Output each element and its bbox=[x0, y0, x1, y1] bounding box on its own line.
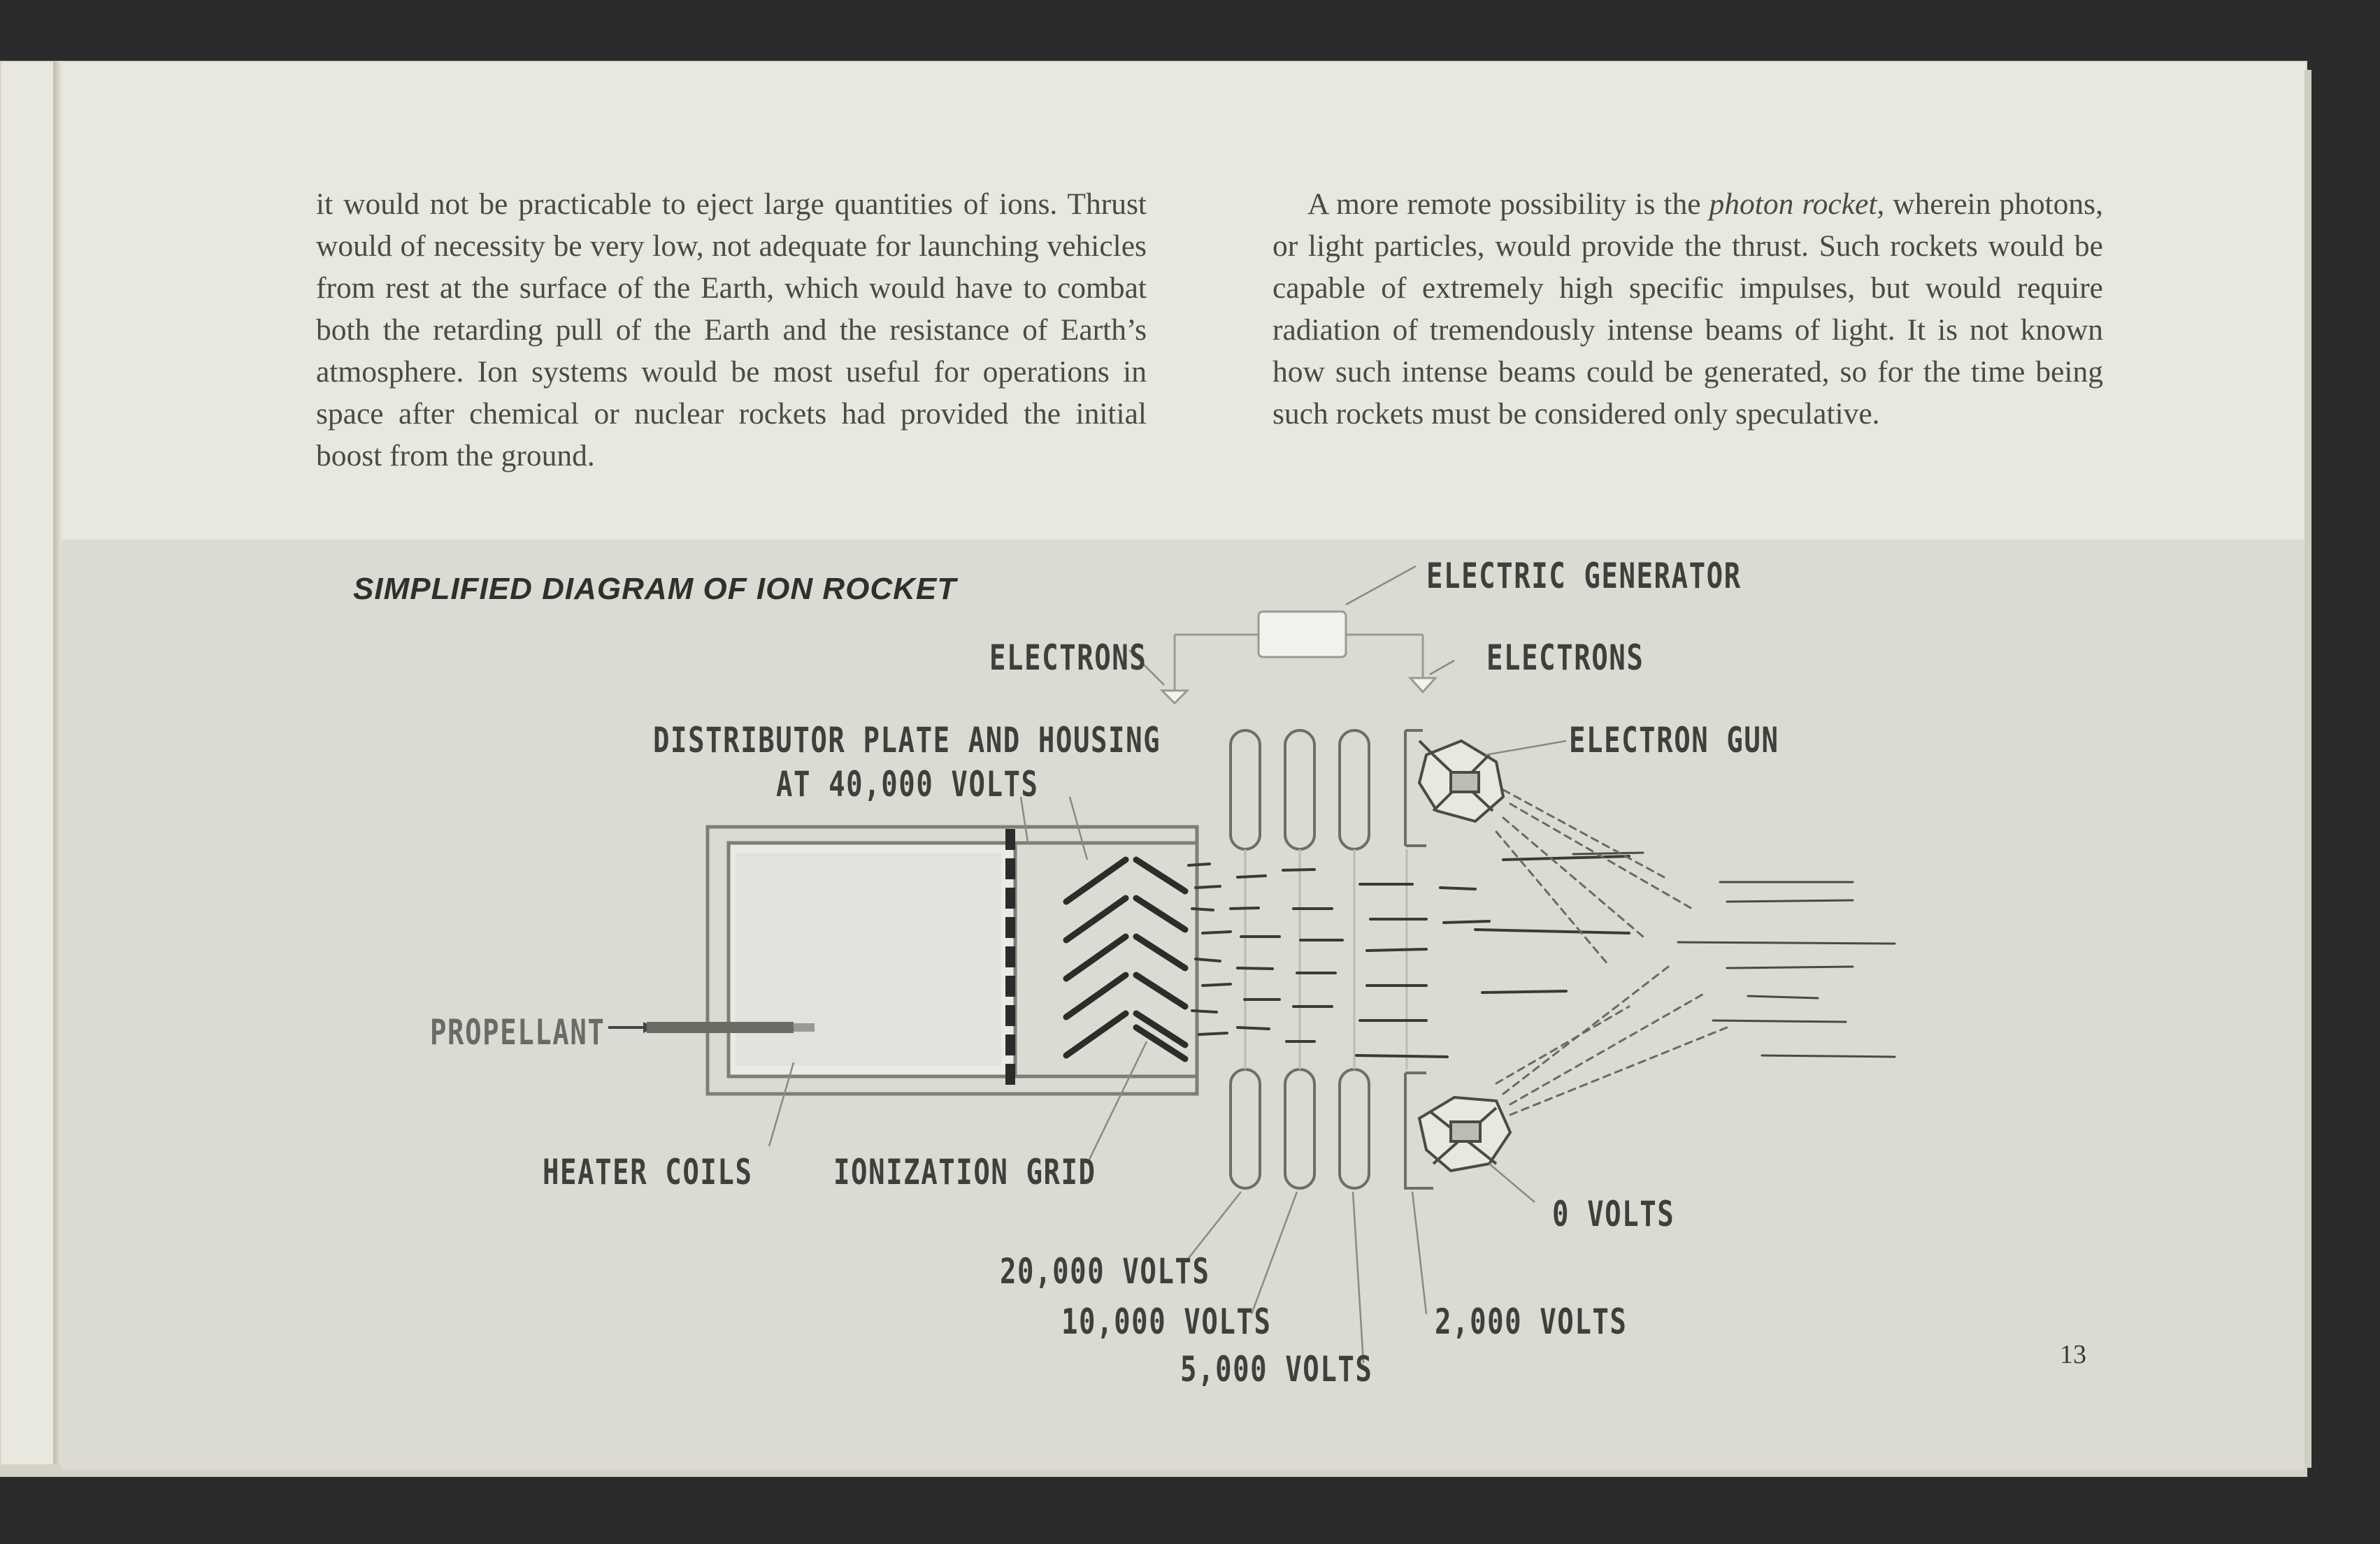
electrode-20000-bottom bbox=[1231, 1069, 1260, 1188]
heater-coils-label: HEATER COILS bbox=[543, 1152, 753, 1192]
ion-stream bbox=[1189, 856, 1629, 1057]
electron-gun-bottom-icon bbox=[1419, 1097, 1510, 1171]
electric-generator-icon bbox=[1162, 612, 1435, 703]
leader-5000 bbox=[1353, 1192, 1363, 1363]
distributor-plates bbox=[1066, 860, 1185, 1059]
zero-volts-label: 0 VOLTS bbox=[1552, 1194, 1675, 1234]
diagram-title: SIMPLIFIED DIAGRAM OF ION ROCKET bbox=[353, 572, 957, 606]
right-paragraph-end: wherein photons, or light particles, would provide the thrust. Such rockets would be capable of extremely high specific impulses, but would require radiation of tremendously intense beams of light. It is not known how such intense beams could be generated, so for the time being such rockets must be considered only speculative. bbox=[1273, 187, 2103, 431]
ionization-grid-label: IONIZATION GRID bbox=[833, 1152, 1096, 1192]
electrons-right-label: ELECTRONS bbox=[1486, 637, 1644, 678]
leader-2000 bbox=[1412, 1192, 1426, 1314]
generator-body bbox=[1259, 612, 1346, 657]
propellant-label: PROPELLANT bbox=[430, 1012, 605, 1053]
electrons-left-label: ELECTRONS bbox=[989, 637, 1147, 678]
electrode-10000-top bbox=[1285, 730, 1314, 849]
photon-rocket-term: photon rocket, bbox=[1709, 187, 1885, 221]
volts-5000-label: 5,000 VOLTS bbox=[1180, 1349, 1373, 1390]
leader-electrons-right bbox=[1430, 661, 1454, 674]
distributor-label-line2: AT 40,000 VOLTS bbox=[776, 764, 1039, 805]
leader-10000 bbox=[1252, 1192, 1297, 1314]
electron-spray bbox=[1496, 790, 1727, 1115]
chamber-shade bbox=[736, 853, 1001, 1066]
volts-20000-label: 20,000 VOLTS bbox=[1000, 1251, 1210, 1292]
left-paragraph: it would not be practicable to eject large quantities of ions. Thrust would of necessity be very low, not adequate for launching vehicles from rest at the surface of the Earth, which would have to combat both the retarding pull of the Earth and the resistance of Earth’s atmosphere. Ion systems would be most useful for operations in space after chemical or nuclear rockets had provided the initial boost from the ground. bbox=[316, 187, 1147, 472]
right-paragraph-start: A more remote possibility is the bbox=[1307, 187, 1709, 221]
distributor-label-line1: DISTRIBUTOR PLATE AND HOUSING bbox=[653, 720, 1161, 760]
leader-electron-gun bbox=[1486, 741, 1566, 755]
propellant-arrow-icon bbox=[608, 1022, 815, 1033]
leader-zero-volts bbox=[1489, 1164, 1535, 1202]
electron-gun-label: ELECTRON GUN bbox=[1569, 720, 1779, 760]
electron-arrow-left-icon bbox=[1162, 691, 1187, 703]
electric-generator-label: ELECTRIC GENERATOR bbox=[1426, 556, 1742, 596]
leader-generator bbox=[1346, 566, 1416, 605]
leader-ionization bbox=[1087, 1041, 1147, 1164]
electron-gun-top-icon bbox=[1419, 741, 1503, 821]
exhaust-beam bbox=[1573, 853, 1895, 1057]
leader-20000 bbox=[1189, 1192, 1241, 1258]
accelerating-electrodes bbox=[1231, 730, 1433, 1188]
volts-10000-label: 10,000 VOLTS bbox=[1061, 1301, 1272, 1342]
electrode-5000-bottom bbox=[1340, 1069, 1369, 1188]
volts-2000-label: 2,000 VOLTS bbox=[1435, 1301, 1628, 1342]
electrode-20000-top bbox=[1231, 730, 1260, 849]
page-number: 13 bbox=[2060, 1340, 2086, 1369]
electrode-10000-bottom bbox=[1285, 1069, 1314, 1188]
electrode-5000-top bbox=[1340, 730, 1369, 849]
electron-arrow-right-icon bbox=[1410, 678, 1435, 692]
